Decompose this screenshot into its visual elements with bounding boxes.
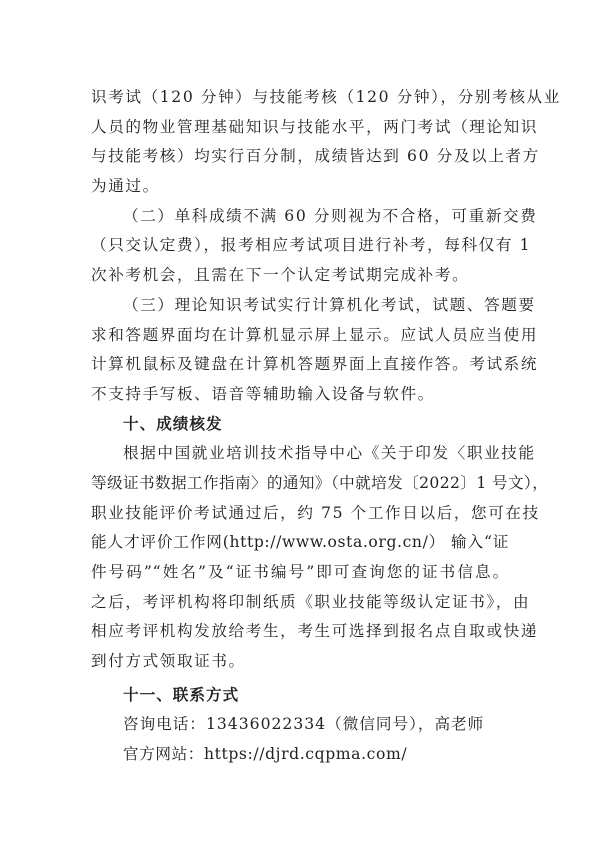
paragraph-line: （三）理论知识考试实行计算机化考试，试题、答题要 xyxy=(123,295,536,314)
paragraph-line: （二）单科成绩不满 60 分则视为不合格，可重新交费 xyxy=(123,206,538,225)
paragraph-line: 次补考机会，且需在下一个认定考试期完成补考。 xyxy=(91,266,470,285)
paragraph-line: 职业技能评价考试通过后，约 75 个工作日以后，您可在技 xyxy=(91,503,540,522)
contact-website-link[interactable]: 官方网站：https://djrd.cqpma.com/ xyxy=(123,745,408,764)
paragraph-line: 根据中国就业培训技术指导中心《关于印发〈职业技能 xyxy=(123,444,536,463)
paragraph-line: （只交认定费），报考相应考试项目进行补考，每科仅有 1 xyxy=(91,236,532,255)
paragraph-line: 到付方式领取证书。 xyxy=(91,652,246,671)
paragraph-line: 求和答题界面均在计算机显示屏上显示。应试人员应当使用 xyxy=(91,325,539,344)
paragraph-line: 相应考评机构发放给考生，考生可选择到报名点自取或快递 xyxy=(91,622,539,641)
paragraph-line: 之后，考评机构将印制纸质《职业技能等级认定证书》，由 xyxy=(91,592,531,611)
section-heading-results: 十、成绩核发 xyxy=(123,414,223,433)
paragraph-line: 不支持手写板、语音等辅助输入设备与软件。 xyxy=(91,384,435,403)
paragraph-line: 等级证书数据工作指南〉的通知》（中就培发〔2022〕1 号文）， xyxy=(91,473,549,492)
paragraph-line: 能人才评价工作网(http://www.osta.org.cn/） 输入“证 xyxy=(91,533,509,552)
paragraph-line: 件号码”“姓名”及“证书编号”即可查询您的证书信息。 xyxy=(91,563,509,581)
paragraph-line: 与技能考核）均实行百分制，成绩皆达到 60 分及以上者方 xyxy=(91,147,540,166)
contact-phone: 咨询电话：13436022334（微信同号），高老师 xyxy=(123,715,485,734)
paragraph-line: 人员的物业管理基础知识与技能水平，两门考试（理论知识 xyxy=(91,117,539,136)
paragraph-line: 计算机鼠标及键盘在计算机答题界面上直接作答。考试系统 xyxy=(91,355,539,374)
paragraph-line: 识考试（120 分钟）与技能考核（120 分钟），分别考核从业 xyxy=(91,88,561,106)
section-heading-contact: 十一、联系方式 xyxy=(123,685,240,704)
document-page xyxy=(91,83,561,770)
paragraph-line: 为通过。 xyxy=(91,177,160,196)
